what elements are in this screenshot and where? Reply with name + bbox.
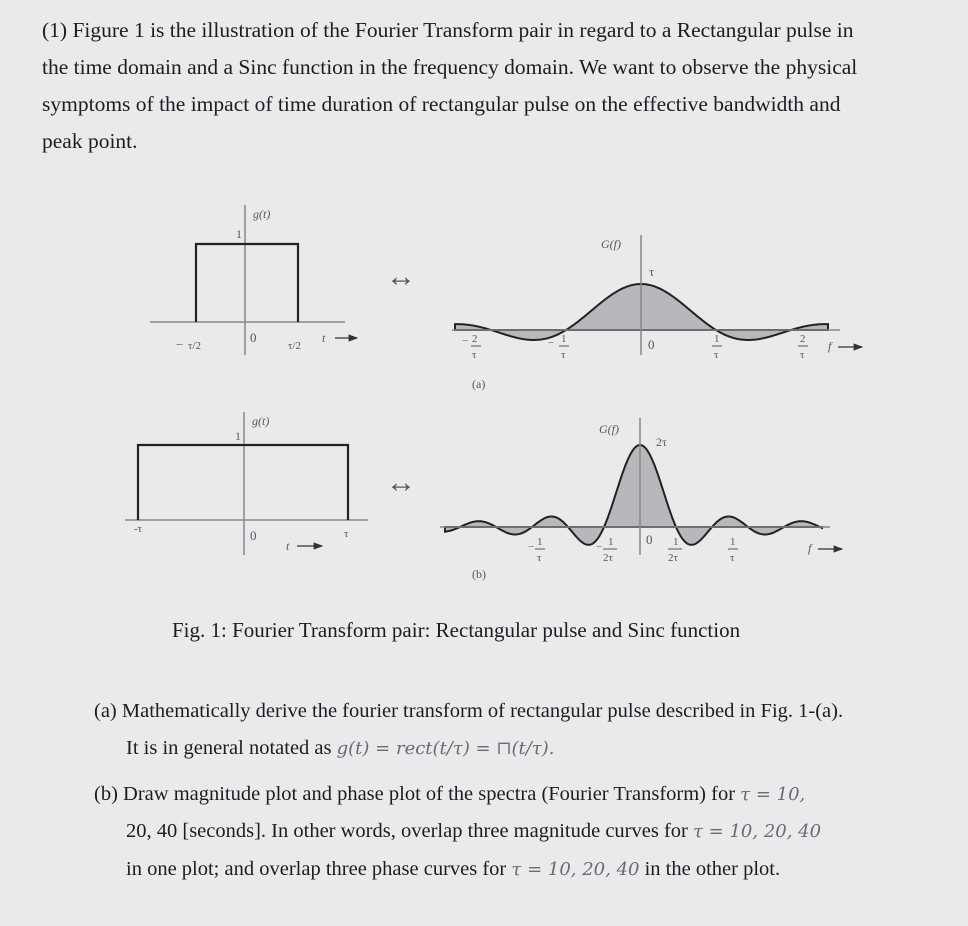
fig-b-rect-pulse	[138, 445, 348, 520]
fig-b-sinc-curve	[445, 445, 822, 545]
question-b-tau-3: τ = 10, 20, 40	[511, 859, 640, 880]
svg-text:−: −	[462, 335, 469, 347]
svg-text:1: 1	[673, 536, 679, 548]
svg-text:−: −	[596, 541, 603, 553]
fig-b-label: (b)	[472, 567, 486, 581]
fig-a-time-right-tick: τ/2	[288, 340, 301, 352]
svg-text:2τ: 2τ	[603, 552, 613, 564]
fig-a-rect-pulse	[196, 244, 298, 322]
fig-a-time-left-tick-frac: τ/2	[188, 340, 201, 352]
fig-a-freq-xlabel: f	[828, 339, 832, 353]
fig-b-time-zero: 0	[250, 528, 257, 543]
svg-text:τ: τ	[730, 552, 735, 564]
question-b-line-3	[126, 858, 780, 881]
question-a-line-1: (a) Mathematically derive the fourier transform of rectangular pulse described in Fig. 1-(a).	[94, 700, 844, 722]
question-b-line-3-text-end: in the other plot.	[644, 858, 781, 880]
svg-text:τ: τ	[472, 349, 477, 361]
fig-b-time-plot	[125, 412, 368, 555]
svg-text:τ: τ	[714, 349, 719, 361]
fig-b-freq-ticks	[528, 536, 738, 564]
problem-line-1: (1) Figure 1 is the illustration of the Fourier Transform pair in regard to a Rectangular pulse in	[42, 18, 854, 42]
fig-a-freq-plot	[452, 235, 862, 391]
question-b-line-2-text: 20, 40 [seconds]. In other words, overlap three magnitude curves for	[126, 820, 688, 842]
fig-b-freq-zero: 0	[646, 532, 653, 547]
fig-a-time-ylabel: g(t)	[253, 207, 271, 221]
fig-b-time-left-tick: -τ	[134, 523, 143, 535]
problem-line-3: symptoms of the impact of time duration of rectangular pulse on the effective bandwidth and	[42, 92, 841, 116]
svg-text:2: 2	[800, 333, 806, 345]
figure-caption: Fig. 1: Fourier Transform pair: Rectangular pulse and Sinc function	[172, 618, 741, 642]
fig-b-time-right-tick: τ	[344, 528, 349, 540]
fig-a-freq-peak: τ	[649, 264, 655, 279]
svg-text:1: 1	[608, 536, 614, 548]
fig-b-time-ylabel: g(t)	[252, 414, 270, 428]
fig-a-freq-ylabel: G(f)	[601, 237, 621, 251]
fig-a-time-xlabel: t	[322, 331, 326, 345]
svg-text:τ: τ	[800, 349, 805, 361]
fig-b-freq-ylabel: G(f)	[599, 422, 619, 436]
fig-a-time-plot	[150, 205, 357, 355]
svg-text:1: 1	[561, 333, 567, 345]
svg-text:1: 1	[714, 333, 720, 345]
fig-b-freq-plot	[440, 418, 842, 581]
question-a-line-2-text: It is in general notated as	[126, 737, 332, 759]
svg-text:1: 1	[537, 536, 543, 548]
svg-text:τ: τ	[537, 552, 542, 564]
fig-a-time-height: 1	[236, 227, 242, 241]
question-b-tau-1: τ = 10,	[740, 784, 806, 805]
question-b-tau-2: τ = 10, 20, 40	[693, 821, 822, 842]
fig-b-time-xlabel: t	[286, 539, 290, 553]
question-a-formula: g(t) = rect(t/τ) = ⊓(t/τ).	[336, 738, 555, 759]
svg-text:2: 2	[472, 333, 478, 345]
question-b-line-3-text: in one plot; and overlap three phase curves for	[126, 858, 507, 880]
fig-b-freq-peak: 2τ	[656, 435, 667, 449]
fig-b-transform-arrow: ↔	[386, 466, 416, 499]
fig-a-label: (a)	[472, 377, 486, 391]
question-a-line-2	[126, 737, 554, 760]
svg-text:2τ: 2τ	[668, 552, 678, 564]
svg-text:−: −	[548, 337, 555, 349]
fig-b-freq-xlabel: f	[808, 541, 812, 555]
fig-a-time-zero: 0	[250, 330, 257, 345]
fig-b-time-height: 1	[235, 429, 241, 443]
question-b-line-1	[94, 783, 805, 806]
svg-text:τ: τ	[561, 349, 566, 361]
problem-line-4: peak point.	[42, 129, 138, 153]
fig-a-transform-arrow: ↔	[386, 260, 416, 293]
fig-a-freq-zero: 0	[648, 337, 655, 352]
question-b-line-1-text: (b) Draw magnitude plot and phase plot of the spectra (Fourier Transform) for	[94, 783, 736, 805]
problem-line-2: the time domain and a Sinc function in the frequency domain. We want to observe the physical	[42, 55, 858, 79]
svg-text:−: −	[528, 541, 535, 553]
fig-a-time-left-tick: −	[176, 337, 184, 352]
question-b-line-2	[126, 820, 821, 843]
svg-text:1: 1	[730, 536, 736, 548]
